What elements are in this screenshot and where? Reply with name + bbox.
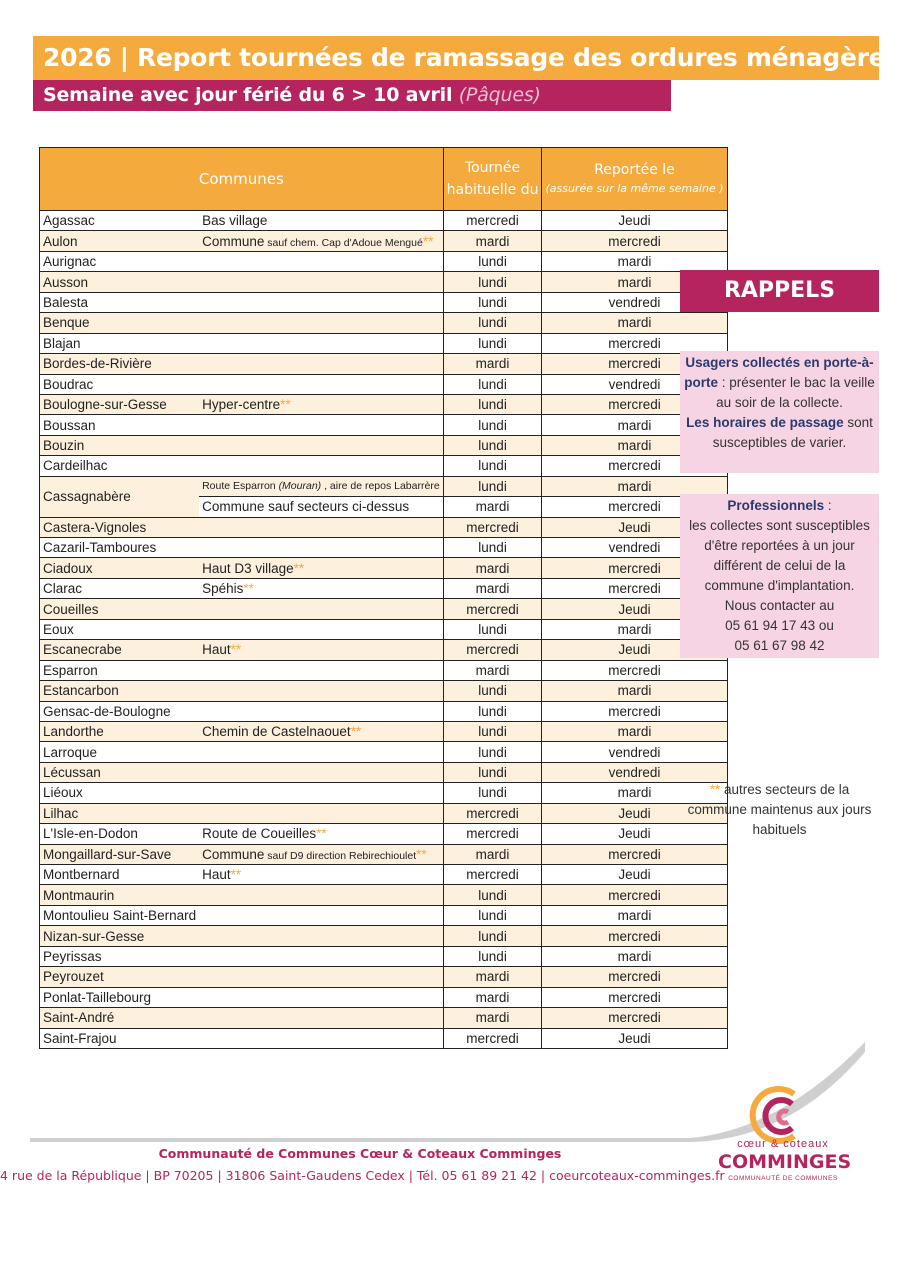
table-row (40, 619, 728, 639)
reported-day: Jeudi (542, 599, 727, 619)
commune-name: Ausson (40, 272, 200, 292)
sector-label: Spéhis (202, 581, 244, 597)
sector-stars: ** (350, 724, 362, 740)
commune-name: Montoulieu Saint-Bernard (40, 905, 200, 925)
sector-label: Commune (202, 846, 265, 862)
sector-stars: ** (316, 826, 327, 842)
sector-part: (Mouran) (278, 480, 322, 493)
info-box-porte-a-porte (680, 351, 879, 473)
reported-day: mercredi (542, 885, 727, 905)
commune-sector (199, 313, 443, 333)
table-row (40, 211, 728, 231)
logo-text-main: COMMINGES (718, 1151, 852, 1173)
reported-day: mardi (542, 681, 727, 701)
sector-stars: ** (230, 867, 242, 883)
commune-name: Boudrac (40, 374, 200, 394)
reported-day: mercredi (542, 660, 727, 680)
commune-sector (199, 681, 443, 701)
header-tournee (443, 148, 542, 211)
reported-day: mardi (542, 905, 727, 925)
reported-day: mardi (542, 251, 727, 271)
sector-label: Bas village (202, 213, 268, 229)
commune-name: Cardeilhac (40, 456, 200, 476)
sector-label: Haut (202, 642, 231, 658)
box2-bold: Professionnels (727, 498, 825, 513)
commune-name: Cazaril-Tamboures (40, 538, 200, 558)
header-reportee-label: Reportée le (594, 162, 675, 178)
commune-name: Gensac-de-Boulogne (40, 701, 200, 721)
table-row (40, 558, 728, 578)
table-row (40, 803, 728, 823)
commune-name: Larroque (40, 742, 200, 762)
commune-sector (199, 517, 443, 537)
usual-day: mardi (443, 231, 542, 251)
table-row (40, 824, 728, 844)
usual-day: lundi (443, 742, 542, 762)
commune-sector (199, 599, 443, 619)
info-box-professionnels (680, 494, 879, 658)
reported-day: Jeudi (542, 640, 727, 660)
reported-day: mardi (542, 272, 727, 292)
reported-day: mercredi (542, 578, 727, 598)
commune-name: Aurignac (40, 251, 200, 271)
commune-sector (199, 1008, 443, 1028)
usual-day: lundi (443, 435, 542, 455)
commune-sector (199, 292, 443, 312)
reported-day: mercredi (542, 987, 727, 1007)
commune-name: Saint-André (40, 1008, 200, 1028)
table-row (40, 231, 728, 251)
reported-day: mardi (542, 313, 727, 333)
commune-name: Estancarbon (40, 681, 200, 701)
commune-name: Agassac (40, 211, 200, 231)
sector-stars: ** (422, 233, 434, 249)
reported-day: Jeudi (542, 517, 727, 537)
usual-day: lundi (443, 619, 542, 639)
commune-sector (199, 987, 443, 1007)
commune-name: Bordes-de-Rivière (40, 354, 200, 374)
table-row (40, 333, 728, 353)
usual-day: lundi (443, 333, 542, 353)
box2-phone2: 05 61 67 98 42 (734, 638, 825, 653)
reported-day: mercredi (542, 231, 727, 251)
table-row (40, 844, 728, 864)
commune-sector (199, 272, 443, 292)
commune-name: Mongaillard-sur-Save (40, 844, 200, 864)
sector-stars: ** (243, 581, 254, 597)
commune-name: Castera-Vignoles (40, 517, 200, 537)
commune-sector (199, 926, 443, 946)
reported-day: mercredi (542, 497, 727, 517)
header-tournee-line1: Tournée (464, 160, 521, 176)
reported-day: mardi (542, 783, 727, 803)
reported-day: vendredi (542, 538, 727, 558)
usual-day: lundi (443, 292, 542, 312)
commune-sector (199, 660, 443, 680)
usual-day: lundi (443, 762, 542, 782)
table-row (40, 742, 728, 762)
table-row (40, 905, 728, 925)
table-row (40, 599, 728, 619)
usual-day: lundi (443, 681, 542, 701)
reported-day: vendredi (542, 762, 727, 782)
logo-text-bottom: COMMUNAUTÉ DE COMMUNES (728, 1175, 838, 1182)
commune-name: Ponlat-Taillebourg (40, 987, 200, 1007)
header-reportee-note: (assurée sur la même semaine ) (545, 182, 724, 195)
box2-text: les collectes sont susceptibles d'être reportées à un jour différent de celui de la commune d'implantation. (689, 518, 870, 593)
commune-name: Clarac (40, 578, 200, 598)
table-row (40, 865, 728, 885)
usual-day: mardi (443, 844, 542, 864)
table-row (40, 435, 728, 455)
box1-text1: : présenter le bac la veille au soir de la collecte. (716, 375, 875, 410)
usual-day: mardi (443, 497, 542, 517)
commune-sector (199, 762, 443, 782)
usual-day: lundi (443, 456, 542, 476)
commune-sector (199, 701, 443, 721)
box2-phone1: 05 61 94 17 43 ou (725, 618, 834, 633)
usual-day: mardi (443, 967, 542, 987)
subtitle-paren: (Pâques) (458, 84, 541, 106)
footnote-stars: ** (709, 782, 721, 797)
usual-day: lundi (443, 272, 542, 292)
commune-name: Bouzin (40, 435, 200, 455)
reported-day: mercredi (542, 844, 727, 864)
footnote-text: autres secteurs de la commune maintenus aux jours habituels (687, 782, 872, 837)
footer-org: Communauté de Communes Cœur & Coteaux Comminges (158, 1146, 562, 1161)
table-row (40, 681, 728, 701)
sector-stars: ** (230, 642, 242, 658)
table-row (40, 394, 728, 414)
usual-day: mardi (443, 558, 542, 578)
sector-detail: sauf D9 direction Rebirechioulet (264, 849, 417, 862)
box1-text2: sont susceptibles de varier. (712, 415, 873, 450)
commune-sector (199, 211, 443, 231)
usual-day: mardi (443, 660, 542, 680)
commune-sector (199, 803, 443, 823)
header-communes: Communes (40, 148, 444, 211)
commune-name: Esparron (40, 660, 200, 680)
usual-day: mercredi (443, 599, 542, 619)
commune-sector (199, 538, 443, 558)
commune-sector (199, 435, 443, 455)
reported-day: Jeudi (542, 865, 727, 885)
table-row (40, 783, 728, 803)
sector-detail: sauf chem. Cap d'Adoue Mengué (264, 236, 423, 249)
commune-name: Boulogne-sur-Gesse (40, 394, 200, 414)
commune-name: Montbernard (40, 865, 200, 885)
header-tournee-line2: habituelle du (446, 182, 539, 198)
commune-sector (199, 394, 443, 414)
commune-name: Eoux (40, 619, 200, 639)
commune-name: Liéoux (40, 783, 200, 803)
usual-day: lundi (443, 476, 542, 496)
table-row (40, 640, 728, 660)
sector-label: Commune (202, 233, 265, 249)
box1-bold2: Les horaires de passage (686, 415, 844, 430)
commune-sector (199, 946, 443, 966)
commune-name: Ciadoux (40, 558, 200, 578)
sector-label: Hyper-centre (202, 397, 281, 413)
logo-text-top: cœur & coteaux (737, 1138, 829, 1150)
usual-day: mercredi (443, 517, 542, 537)
usual-day: mercredi (443, 211, 542, 231)
usual-day: lundi (443, 701, 542, 721)
reported-day: mercredi (542, 1008, 727, 1028)
usual-day: mercredi (443, 1028, 542, 1048)
reported-day: mardi (542, 476, 727, 496)
commune-name: Lécussan (40, 762, 200, 782)
table-header-row (40, 148, 728, 211)
sector-label: Haut (202, 867, 231, 883)
usual-day: lundi (443, 885, 542, 905)
reported-day: mercredi (542, 394, 727, 414)
usual-day: mercredi (443, 865, 542, 885)
commune-sector (199, 905, 443, 925)
commune-sector (199, 967, 443, 987)
table-row (40, 721, 728, 741)
usual-day: mardi (443, 987, 542, 1007)
table-row (40, 456, 728, 476)
usual-day: lundi (443, 251, 542, 271)
commune-name: Lilhac (40, 803, 200, 823)
table-row (40, 292, 728, 312)
table-row (40, 660, 728, 680)
page-subtitle (33, 80, 671, 111)
commune-name: Landorthe (40, 721, 200, 741)
reported-day: mercredi (542, 926, 727, 946)
table-row (40, 701, 728, 721)
sector-stars: ** (416, 846, 427, 862)
commune-sector (199, 333, 443, 353)
reported-day: mercredi (542, 333, 727, 353)
reported-day: mercredi (542, 967, 727, 987)
commune-sector (199, 721, 443, 741)
reported-day: mardi (542, 946, 727, 966)
usual-day: lundi (443, 721, 542, 741)
reported-day: mercredi (542, 354, 727, 374)
usual-day: lundi (443, 374, 542, 394)
reported-day: mercredi (542, 701, 727, 721)
commune-sector (199, 558, 443, 578)
commune-sector (199, 619, 443, 639)
commune-sector (199, 844, 443, 864)
reported-day: mercredi (542, 558, 727, 578)
reported-day: Jeudi (542, 211, 727, 231)
commune-name: Aulon (40, 231, 200, 251)
reported-day: vendredi (542, 292, 727, 312)
commune-sector (199, 456, 443, 476)
commune-name: Saint-Frajou (40, 1028, 200, 1048)
table-row (40, 415, 728, 435)
table-row (40, 354, 728, 374)
usual-day: lundi (443, 313, 542, 333)
commune-name: Benque (40, 313, 200, 333)
sector-part: Route Esparron (202, 480, 279, 493)
commune-name: Balesta (40, 292, 200, 312)
table-row (40, 946, 728, 966)
sector-part: , aire de repos Labarrère (321, 480, 440, 493)
reported-day: vendredi (542, 374, 727, 394)
box2-colon: : (824, 498, 832, 513)
table-row (40, 476, 728, 496)
commune-name: L'Isle-en-Dodon (40, 824, 200, 844)
reported-day: Jeudi (542, 824, 727, 844)
footer-address: 4 rue de la République | BP 70205 | 31806 Saint-Gaudens Cedex | Tél. 05 61 89 21 42 | coeurcoteaux-comminges.fr (0, 1168, 725, 1183)
reported-day: Jeudi (542, 1028, 727, 1048)
reported-day: vendredi (542, 742, 727, 762)
table-row (40, 578, 728, 598)
usual-day: mardi (443, 578, 542, 598)
commune-name: Coueilles (40, 599, 200, 619)
sector-label: Chemin de Castelnaouet (202, 724, 351, 740)
reported-day: mardi (542, 619, 727, 639)
commune-sector (199, 742, 443, 762)
commune-name: Nizan-sur-Gesse (40, 926, 200, 946)
commune-sector (199, 497, 443, 517)
table-row (40, 762, 728, 782)
commune-sector (199, 640, 443, 660)
schedule-table (39, 147, 728, 1049)
reported-day: mardi (542, 435, 727, 455)
usual-day: mardi (443, 1008, 542, 1028)
header-reportee (542, 148, 727, 211)
box1-bold1: Usagers collectés en porte-à-porte (684, 355, 874, 390)
commune-name: Boussan (40, 415, 200, 435)
table-row (40, 374, 728, 394)
usual-day: lundi (443, 415, 542, 435)
commune-sector (199, 476, 443, 496)
sector-label: Route de Coueilles (202, 826, 317, 842)
logo-icon (722, 1080, 842, 1190)
commune-sector (199, 374, 443, 394)
commune-name: Montmaurin (40, 885, 200, 905)
usual-day: lundi (443, 946, 542, 966)
commune-name: Escanecrabe (40, 640, 200, 660)
usual-day: lundi (443, 783, 542, 803)
commune-name: Cassagnabère (40, 476, 200, 517)
page-title: 2026 | Report tournées de ramassage des ordures ménagères (33, 36, 879, 80)
sector-label: Commune sauf secteurs ci-dessus (202, 499, 410, 515)
table-row (40, 885, 728, 905)
commune-sector (199, 885, 443, 905)
usual-day: mercredi (443, 803, 542, 823)
stars-footnote (680, 780, 879, 840)
table-row (40, 987, 728, 1007)
usual-day: mercredi (443, 824, 542, 844)
commune-sector (199, 231, 443, 251)
table-row (40, 272, 728, 292)
table-row (40, 517, 728, 537)
usual-day: mardi (443, 354, 542, 374)
table-row (40, 1008, 728, 1028)
table-row (40, 538, 728, 558)
usual-day: lundi (443, 394, 542, 414)
subtitle-text: Semaine avec jour férié du 6 > 10 avril (43, 84, 453, 106)
rappels-banner: RAPPELS (680, 270, 879, 312)
box2-contact: Nous contacter au (724, 598, 835, 613)
commune-name: Peyrouzet (40, 967, 200, 987)
commune-name: Peyrissas (40, 946, 200, 966)
sector-label: Haut D3 village (202, 560, 294, 576)
commune-sector (199, 354, 443, 374)
table-row (40, 967, 728, 987)
usual-day: mercredi (443, 640, 542, 660)
sector-stars: ** (293, 560, 305, 576)
sector-stars: ** (280, 397, 291, 413)
commune-sector (199, 865, 443, 885)
reported-day: mercredi (542, 456, 727, 476)
commune-sector (199, 578, 443, 598)
usual-day: lundi (443, 926, 542, 946)
reported-day: Jeudi (542, 803, 727, 823)
table-row (40, 251, 728, 271)
commune-name: Blajan (40, 333, 200, 353)
table-row (40, 926, 728, 946)
commune-sector (199, 824, 443, 844)
usual-day: lundi (443, 905, 542, 925)
table-row (40, 313, 728, 333)
commune-sector (199, 415, 443, 435)
reported-day: mardi (542, 721, 727, 741)
reported-day: mardi (542, 415, 727, 435)
commune-sector (199, 251, 443, 271)
usual-day: lundi (443, 538, 542, 558)
commune-sector (199, 783, 443, 803)
